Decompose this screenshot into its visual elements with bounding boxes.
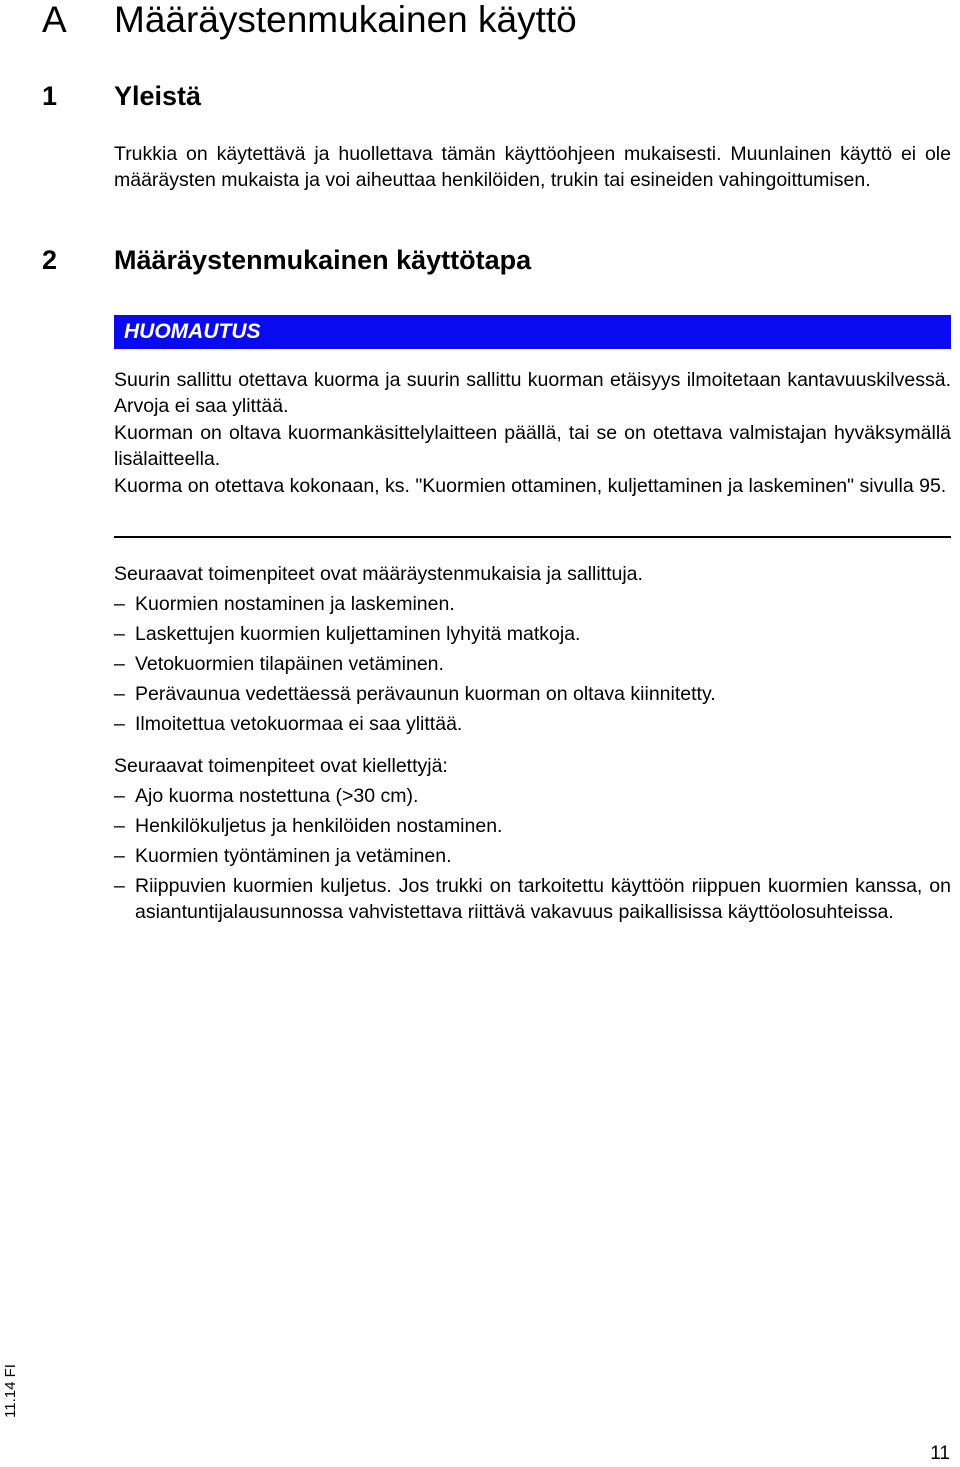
section-1-number: 1 <box>42 81 58 111</box>
dash-bullet: – <box>114 623 125 645</box>
prohibited-item: Kuormien työntäminen ja vetäminen. <box>135 845 452 867</box>
notice-text-2: Kuorman on oltava kuormankäsittelylaitteen päällä, tai se on otettava valmistajan hyväksymällä lisälaitteella. <box>114 422 951 470</box>
notice-end-rule <box>114 536 951 538</box>
notice-text-1: Suurin sallittu otettava kuorma ja suurin sallittu kuorman etäisyys ilmoitetaan kantavuuskilvessä. Arvoja ei saa ylittää. <box>114 369 951 417</box>
dash-bullet: – <box>114 683 125 705</box>
dash-bullet: – <box>114 713 125 735</box>
permitted-item: Ilmoitettua vetokuormaa ei saa ylittää. <box>135 713 463 735</box>
permitted-item: Vetokuormien tilapäinen vetäminen. <box>135 653 444 675</box>
permitted-intro: Seuraavat toimenpiteet ovat määräystenmukaisia ja sallittuja. <box>114 563 643 585</box>
permitted-item: Laskettujen kuormien kuljettaminen lyhyitä matkoja. <box>135 623 581 645</box>
prohibited-item: Riippuvien kuormien kuljetus. Jos trukki on tarkoitettu käyttöön riippuen kuormien kanssa, on asiantuntijalausunnossa vahvistettava riittävä vakavuus paikallisissa käyttöolosuhteissa. <box>135 875 951 923</box>
prohibited-item: Ajo kuorma nostettuna (>30 cm). <box>135 785 419 807</box>
dash-bullet: – <box>114 815 125 837</box>
chapter-title: Määräystenmukainen käyttö <box>114 0 577 40</box>
section-1-paragraph: Trukkia on käytettävä ja huollettava tämän käyttöohjeen mukaisesti. Muunlainen käyttö ei ole määräysten mukaista ja voi aiheuttaa henkilöiden, trukin tai esineiden vahingoittumisen. <box>114 143 951 191</box>
dash-bullet: – <box>114 785 125 807</box>
dash-bullet: – <box>114 593 125 615</box>
section-2-title: Määräystenmukainen käyttötapa <box>114 245 532 275</box>
section-2-number: 2 <box>42 245 58 275</box>
prohibited-item: Henkilökuljetus ja henkilöiden nostaminen. <box>135 815 503 837</box>
dash-bullet: – <box>114 653 125 675</box>
page-number: 11 <box>930 1443 950 1464</box>
permitted-item: Kuormien nostaminen ja laskeminen. <box>135 593 455 615</box>
notice-text-3: Kuorma on otettava kokonaan, ks. "Kuormien ottaminen, kuljettaminen ja laskeminen" sivulla 95. <box>114 475 947 497</box>
dash-bullet: – <box>114 875 125 897</box>
document-code: 11.14 FI <box>2 1364 19 1418</box>
chapter-letter: A <box>42 0 67 40</box>
section-1-title: Yleistä <box>114 81 202 111</box>
permitted-item: Perävaunua vedettäessä perävaunun kuorman on oltava kiinnitetty. <box>135 683 716 705</box>
notice-header-bar <box>114 315 951 349</box>
prohibited-intro: Seuraavat toimenpiteet ovat kiellettyjä: <box>114 755 448 777</box>
notice-label: HUOMAUTUS <box>124 320 261 343</box>
dash-bullet: – <box>114 845 125 867</box>
